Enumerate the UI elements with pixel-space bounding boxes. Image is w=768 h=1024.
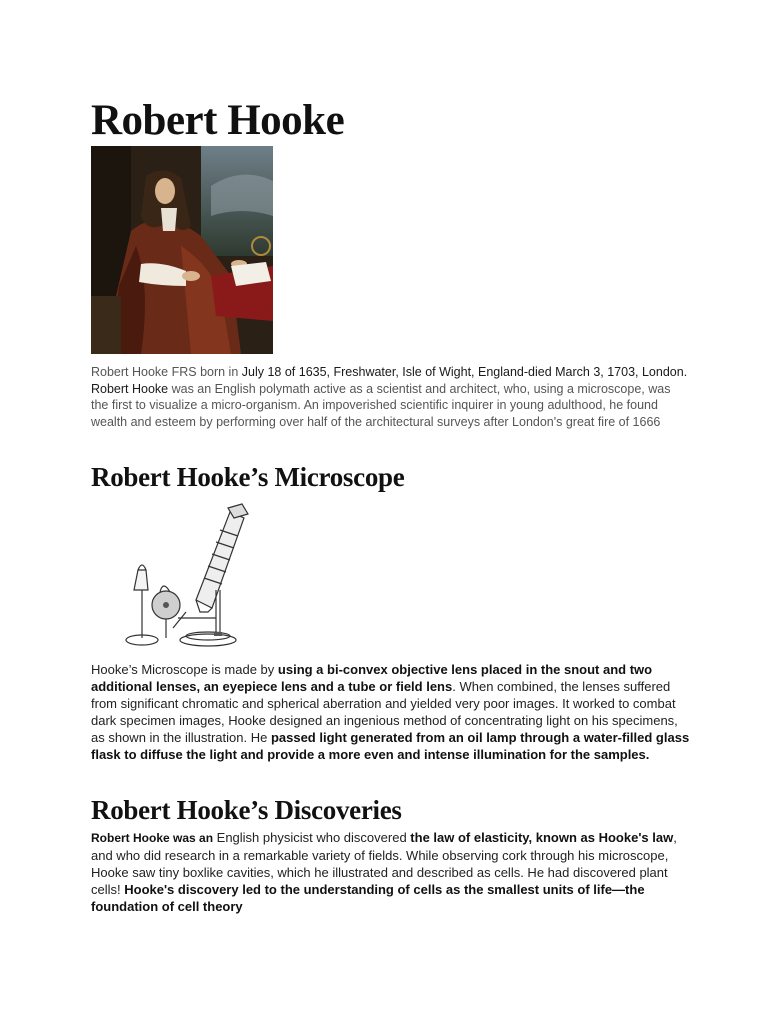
microscope-paragraph (91, 661, 691, 763)
discoveries-heading: Robert Hooke’s Discoveries (91, 795, 402, 825)
intro-name: Robert Hooke (91, 381, 169, 396)
intro-text: Robert Hooke FRS born in (91, 365, 242, 379)
page-title: Robert Hooke (91, 97, 345, 144)
microscope-text-2: . When combined, the lenses suffered from significant chromatic and spherical aberration and yielded very poor images. It worked to combat dark specimen images, Hooke designed an ingenious method of concentrating light on his specimens, as shown in the illustration. He (91, 679, 678, 745)
discoveries-cells-bold: Hooke's discovery led to the understanding of cells as the smallest units of life—the foundation of cell theory (91, 882, 645, 914)
discoveries-text: English physicist who discovered (213, 830, 411, 845)
microscope-lenses-bold: using a bi-convex objective lens placed in the snout and two additional lenses, an eyepiece lens and a tube or field lens (91, 662, 653, 694)
discoveries-lead-bold: Robert Hooke was an (91, 831, 214, 845)
microscope-illustration (108, 500, 258, 652)
microscope-heading: Robert Hooke’s Microscope (91, 462, 405, 492)
intro-text-rest: was an English polymath active as a scientist and architect, who, using a microscope, was the first to visualize a micro-organism. An impoverished scientific inquirer in young adulthood, he found wealth and esteem by performing over half of the architectural surveys after London's great fire of 1666 (91, 381, 671, 429)
portrait-image (91, 146, 273, 354)
microscope-light-bold: passed light generated from an oil lamp through a water-filled glass flask to diffuse the light and provide a more even and intense illumination for the samples. (91, 730, 690, 762)
microscope-text: Hooke’s Microscope is made by (91, 662, 278, 677)
intro-dates: July 18 of 1635, Freshwater, Isle of Wight, England-died March 3, 1703, London. (241, 365, 688, 379)
intro-paragraph (91, 364, 691, 430)
discoveries-law-bold: the law of elasticity, known as Hooke's law (410, 830, 674, 845)
discoveries-text-2: , and who did research in a remarkable variety of fields. While observing cork through his microscope, Hooke saw tiny boxlike cavities, which he illustrated and described as cells. He had discovered plant cells! (91, 830, 677, 897)
discoveries-paragraph (91, 829, 691, 915)
